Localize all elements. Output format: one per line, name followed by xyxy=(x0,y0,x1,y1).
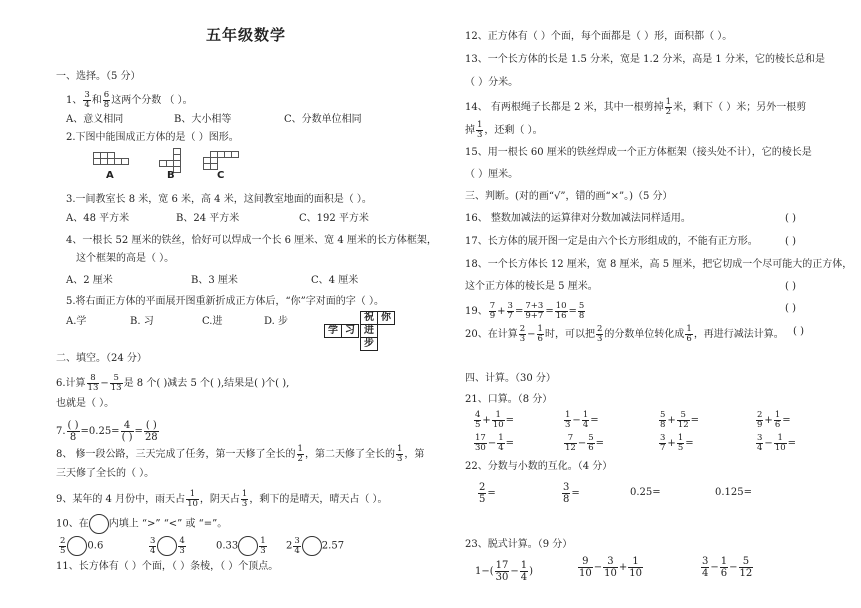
net-b-label: B xyxy=(167,170,175,181)
cube-face: 步 xyxy=(360,337,378,351)
question-7: 7. $\frac{( )}{8}$ =0.25= $\frac{4}{( )}$ = $\frac{( )}{28}$ xyxy=(56,420,158,443)
question-15-line1: 15、用一根长 60 厘米的铁丝焊成一个正方体框架（接头处不计），它的棱长是 xyxy=(465,147,812,158)
page-title: 五年级数学 xyxy=(206,26,287,44)
cube-face: 祝 xyxy=(360,311,378,325)
compare-circle[interactable] xyxy=(238,536,258,556)
q4-option-a: A、2 厘米 xyxy=(66,275,113,286)
question-19: 19、 $\frac{7}{9}$ + $\frac{3}{7}$ = $\frac{7+3}{9+7}$ = $\frac{10}{16}$ = $\frac{5}{8}$ xyxy=(465,301,585,321)
question-22-title: 22、分数与小数的互化。（4 分） xyxy=(465,461,613,472)
question-15-line2: （ ）厘米。 xyxy=(465,169,519,180)
compare-circle xyxy=(89,514,109,534)
mental-calc-item: $\frac{17}{30}$ − $\frac{1}{4}$ = xyxy=(475,433,515,453)
question-4-line2: 这个框架的高是（ ）。 xyxy=(76,253,175,264)
question-9: 9、某年的 4 月份中，雨天占 $\frac{1}{10}$ ，阴天占 $\frac{1}{3}$ ，剩下的是晴天，晴天占（ ）。 xyxy=(56,489,388,509)
q1-option-c: C、分数单位相同 xyxy=(284,114,362,125)
question-18-line1: 18、一个长方体长 12 厘米，宽 8 厘米，高 5 厘米，把它切成一个尽可能大的正方体， xyxy=(465,259,853,270)
step-calc-item: 1−( $\frac{17}{30}$ − $\frac{1}{4}$ ) xyxy=(475,560,534,583)
section-1-heading: 一、选择。（5 分） xyxy=(56,71,141,82)
question-14-line2: 掉 $\frac{1}{3}$ ，还剩（ ）。 xyxy=(465,120,543,140)
convert-item: $\frac{2}{5}$ = xyxy=(479,482,496,505)
q5-option-d: D. 步 xyxy=(264,316,289,327)
q1-option-a: A、意义相同 xyxy=(66,114,124,125)
cube-face: 学 xyxy=(324,324,342,338)
question-20: 20、在计算 $\frac{2}{3}$ − $\frac{1}{6}$ 时，可以把 $\frac{2}{3}$ 的分数单位转化成 $\frac{1}{6}$ ，再进行减法计算。 xyxy=(465,324,784,344)
question-21-title: 21、口算。（8 分） xyxy=(465,394,553,405)
step-calc-item: $\frac{3}{4}$ − $\frac{1}{6}$ − $\frac{5}{12}$ xyxy=(702,556,753,579)
cube-face: 习 xyxy=(341,324,359,338)
convert-item: 0.125= xyxy=(715,487,753,498)
question-4-line1: 4、一根长 52 厘米的铁丝，恰好可以焊成一个长 6 厘米、宽 4 厘米的长方体框架， xyxy=(66,235,437,246)
answer-paren[interactable]: ( ) xyxy=(785,213,796,224)
section-4-heading: 四、计算。（30 分） xyxy=(465,373,556,384)
mental-calc-item: $\frac{2}{9}$ + $\frac{1}{6}$ = xyxy=(757,410,791,430)
answer-paren[interactable]: ( ) xyxy=(785,236,796,247)
section-2-heading: 二、填空。（24 分） xyxy=(56,353,147,364)
convert-item: 0.25= xyxy=(630,487,661,498)
mental-calc-item: $\frac{3}{4}$ − $\frac{1}{10}$ = xyxy=(757,433,797,453)
section-3-heading: 三、判断。(对的画“√”，错的画“×”。)（5 分） xyxy=(465,191,673,202)
question-13-line2: （ ）分米。 xyxy=(465,77,519,88)
answer-paren[interactable]: ( ) xyxy=(785,303,796,314)
question-3: 3.一间教室长 8 米，宽 6 米，高 4 米，这间教室地面的面积是（ ）。 xyxy=(66,194,372,205)
question-14: 14、 有两根绳子长都是 2 米，其中一根剪掉 $\frac{1}{2}$ 米，剩下（ ）米；另外一根剪 xyxy=(465,97,807,117)
net-c-label: C xyxy=(217,170,225,181)
question-17: 17、长方体的展开图一定是由六个长方形组成的，不能有正方形。 xyxy=(465,236,758,247)
question-13-line1: 13、一个长方体的长是 1.5 分米，宽是 1.2 分米，高是 1 分米，它的棱长总和是 xyxy=(465,54,825,65)
compare-circle[interactable] xyxy=(302,536,322,556)
mental-calc-item: $\frac{5}{8}$ + $\frac{5}{12}$ = xyxy=(660,410,700,430)
question-12: 12、正方体有（ ）个面，每个面都是（ ）形，面积都（ ）。 xyxy=(465,31,733,42)
q10-item-2: $\frac{3}{4}$ $\frac{4}{3}$ xyxy=(150,535,185,556)
cube-face: 进 xyxy=(360,324,378,338)
question-8: 8、 修一段公路，三天完成了任务，第一天修了全长的 $\frac{1}{2}$ ，第二天修了全长的 $\frac{1}{3}$ ，第 xyxy=(56,444,425,464)
q10-item-1: $\frac{2}{5}$ 0.6 xyxy=(60,535,104,556)
step-calc-item: $\frac{9}{10}$ − $\frac{3}{10}$ + $\frac{1}{10}$ xyxy=(579,556,642,579)
question-5: 5.将右面正方体的平面展开图重新折成正方体后，“你”字对面的字（ ）。 xyxy=(66,296,384,307)
q4-option-b: B、3 厘米 xyxy=(191,275,238,286)
q5-option-a: A.学 xyxy=(66,316,87,327)
cube-face: 你 xyxy=(377,311,395,325)
convert-item: $\frac{3}{8}$ = xyxy=(563,482,580,505)
compare-circle[interactable] xyxy=(67,536,87,556)
answer-paren[interactable]: ( ) xyxy=(793,326,804,337)
q10-item-3: 0.33 $\frac{1}{3}$ xyxy=(216,535,266,556)
q3-option-b: B、24 平方米 xyxy=(176,213,240,224)
question-6-line2: 也就是（ ）。 xyxy=(56,398,115,409)
q5-option-b: B. 习 xyxy=(130,316,154,327)
question-16: 16、 整数加减法的运算律对分数加减法同样适用。 xyxy=(465,213,691,224)
q4-option-c: C、4 厘米 xyxy=(311,275,359,286)
compare-circle[interactable] xyxy=(157,536,177,556)
question-11: 11、长方体有（ ）个面，（ ）条棱，（ ）个顶点。 xyxy=(56,561,279,572)
q3-option-a: A、48 平方米 xyxy=(66,213,130,224)
q5-option-c: C.进 xyxy=(202,316,223,327)
mental-calc-item: $\frac{1}{3}$ − $\frac{1}{4}$ = xyxy=(565,410,599,430)
question-10: 10、在 内填上 “>” “<” 或 “=”。 xyxy=(56,514,227,534)
mental-calc-item: $\frac{3}{7}$ + $\frac{1}{5}$ = xyxy=(660,433,694,453)
question-18-line2: 这个正方体的棱长是 5 厘米。 xyxy=(465,281,598,292)
net-a-label: A xyxy=(106,170,114,181)
mental-calc-item: $\frac{4}{5}$ + $\frac{1}{10}$ = xyxy=(475,410,515,430)
q1-option-b: B、大小相等 xyxy=(174,114,232,125)
answer-paren[interactable]: ( ) xyxy=(785,281,796,292)
question-1: 1、 $\frac{3}{4}$ 和 $\frac{6}{8}$ 这两个分数 （ ）。 xyxy=(66,90,193,110)
mental-calc-item: $\frac{7}{12}$ − $\frac{5}{6}$ = xyxy=(565,433,605,453)
question-8-line2: 三天修了全长的（ ）。 xyxy=(56,468,155,479)
question-6: 6.计算 $\frac{8}{13}$ − $\frac{5}{13}$ 是 8 个( )减去 5 个( ),结果是( )个( ), xyxy=(56,373,290,393)
q10-item-4: 2 $\frac{3}{4}$ 2.57 xyxy=(286,535,345,556)
q3-option-c: C、192 平方米 xyxy=(299,213,369,224)
question-23-title: 23、脱式计算。（9 分） xyxy=(465,539,573,550)
question-2: 2.下图中能围成正方体的是（ ）图形。 xyxy=(66,132,239,143)
